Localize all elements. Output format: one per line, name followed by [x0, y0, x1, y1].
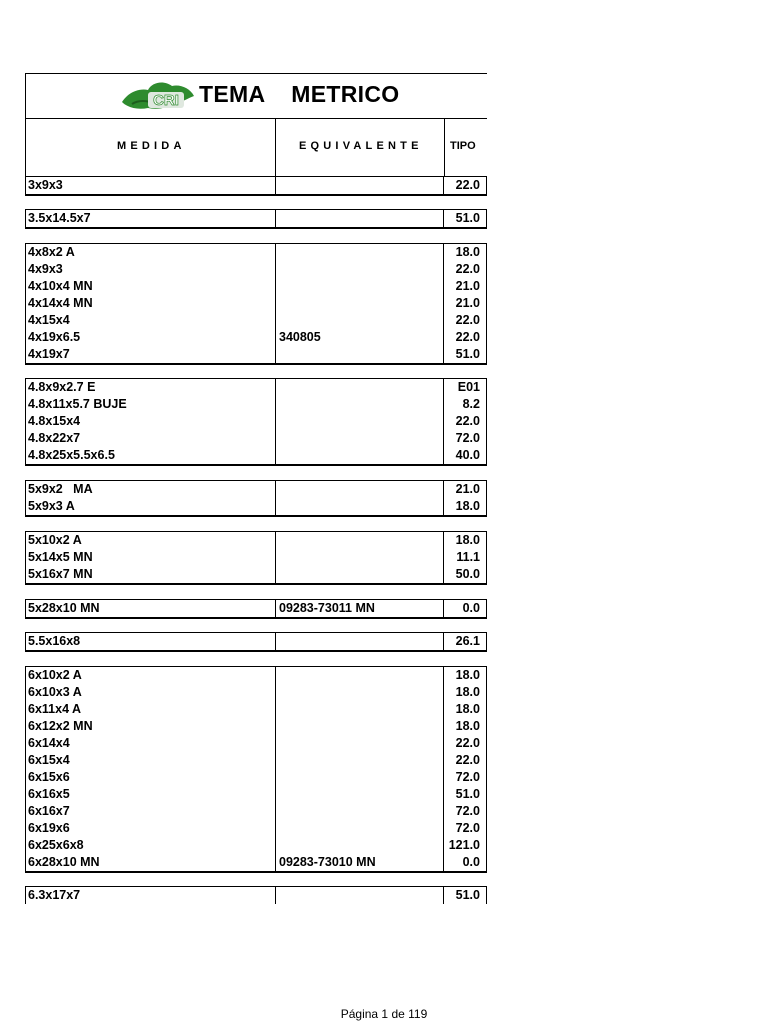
cell-medida: 4x14x4 MN — [28, 296, 93, 310]
cell-medida: 5x28x10 MN — [28, 601, 100, 615]
cell-tipo: 51.0 — [455, 888, 480, 902]
page-number: Página 1 de 119 — [340, 1007, 428, 1021]
cell-medida: 6x11x4 A — [28, 702, 82, 716]
cell-medida: 6x25x6x8 — [28, 838, 84, 852]
row-group — [25, 209, 487, 229]
cell-medida: 4x9x3 — [28, 262, 63, 276]
logo-text: CRI — [153, 92, 179, 109]
column-header-equivalente: EQUIVALENTE — [299, 140, 423, 152]
cell-medida: 4.8x15x4 — [28, 414, 81, 428]
cell-tipo: 18.0 — [455, 685, 480, 699]
cell-tipo: 22.0 — [455, 262, 480, 276]
cell-medida: 6x10x3 A — [28, 685, 82, 699]
cell-tipo: 11.1 — [456, 550, 480, 564]
cell-medida: 6.3x17x7 — [28, 888, 81, 902]
cell-medida: 6x28x10 MN — [28, 855, 100, 869]
cell-medida: 6x12x2 MN — [28, 719, 93, 733]
cell-medida: 4.8x11x5.7 BUJE — [28, 397, 127, 411]
cell-tipo: 21.0 — [455, 279, 480, 293]
cell-tipo: 51.0 — [455, 787, 480, 801]
cell-tipo: 121.0 — [448, 838, 480, 852]
table-row — [26, 549, 486, 566]
cell-tipo: 22.0 — [455, 736, 480, 750]
row-group — [25, 632, 487, 652]
cell-equivalente: 09283-73010 MN — [279, 855, 376, 869]
cell-tipo: E01 — [457, 380, 480, 394]
column-header-medida: MEDIDA — [117, 140, 186, 152]
table-row — [26, 566, 486, 583]
cell-equivalente: 09283-73011 MN — [279, 601, 375, 615]
table-row — [26, 244, 486, 261]
cell-tipo: 18.0 — [455, 668, 480, 682]
cell-medida: 6x10x2 A — [28, 668, 82, 682]
cell-tipo: 40.0 — [455, 448, 480, 462]
cell-medida: 6x14x4 — [28, 736, 70, 750]
cell-medida: 6x16x5 — [28, 787, 70, 801]
row-group — [25, 176, 487, 196]
page-title: TEMA METRICO — [199, 81, 400, 107]
cell-tipo: 18.0 — [455, 702, 480, 716]
cell-medida: 6x15x4 — [28, 753, 70, 767]
cell-tipo: 22.0 — [455, 313, 480, 327]
cell-tipo: 22.0 — [455, 178, 480, 192]
row-group — [25, 666, 487, 873]
table-row — [26, 177, 486, 194]
table-row — [26, 854, 486, 871]
table-row — [26, 379, 486, 396]
cell-medida: 5x9x2 MA — [28, 482, 93, 496]
row-group — [25, 886, 487, 904]
cell-tipo: 51.0 — [455, 211, 480, 225]
table-row — [26, 701, 486, 718]
cell-tipo: 26.1 — [455, 634, 480, 648]
cell-medida: 3x9x3 — [28, 178, 63, 192]
table-row — [26, 210, 486, 227]
header-col-divider-2 — [444, 118, 445, 177]
cell-medida: 3.5x14.5x7 — [28, 211, 91, 225]
row-group — [25, 243, 487, 365]
table-row — [26, 295, 486, 312]
table-row — [26, 887, 486, 904]
table-row — [26, 633, 486, 650]
cell-medida: 4.8x22x7 — [28, 431, 81, 445]
cell-medida: 4.8x9x2.7 E — [28, 380, 96, 394]
cell-tipo: 18.0 — [455, 533, 480, 547]
cell-tipo: 18.0 — [455, 245, 480, 259]
table-row — [26, 481, 486, 498]
row-group — [25, 378, 487, 466]
cell-equivalente: 340805 — [279, 330, 321, 344]
cell-tipo: 18.0 — [455, 719, 480, 733]
cell-medida: 4x19x7 — [28, 347, 70, 361]
table-row — [26, 837, 486, 854]
table-row — [26, 786, 486, 803]
table-row — [26, 532, 486, 549]
table-row — [26, 312, 486, 329]
table-row — [26, 498, 486, 515]
table-row — [26, 329, 486, 346]
cell-tipo: 72.0 — [455, 770, 480, 784]
company-logo — [118, 78, 198, 118]
cell-medida: 5x10x2 A — [28, 533, 82, 547]
table-row — [26, 396, 486, 413]
header-divider — [25, 118, 487, 119]
cell-tipo: 8.2 — [462, 397, 480, 411]
cell-tipo: 21.0 — [455, 482, 480, 496]
cell-medida: 4x8x2 A — [28, 245, 75, 259]
cell-tipo: 72.0 — [455, 821, 480, 835]
cell-medida: 5x14x5 MN — [28, 550, 93, 564]
cell-tipo: 22.0 — [455, 330, 480, 344]
cell-tipo: 21.0 — [455, 296, 480, 310]
cell-medida: 4x10x4 MN — [28, 279, 93, 293]
cell-tipo: 22.0 — [455, 414, 480, 428]
cell-tipo: 0.0 — [462, 855, 480, 869]
cell-medida: 6x19x6 — [28, 821, 70, 835]
table-row — [26, 752, 486, 769]
table-row — [26, 735, 486, 752]
column-header-tipo: TIPO — [450, 140, 476, 152]
table-row — [26, 346, 486, 363]
cell-medida: 4.8x25x5.5x6.5 — [28, 448, 115, 462]
cell-medida: 4x15x4 — [28, 313, 70, 327]
cell-medida: 5x16x7 MN — [28, 567, 93, 581]
table-row — [26, 803, 486, 820]
cell-tipo: 0.0 — [462, 601, 480, 615]
row-group — [25, 480, 487, 517]
table-row — [26, 718, 486, 735]
table-row — [26, 447, 486, 464]
header-col-divider-1 — [275, 118, 276, 177]
table-row — [26, 667, 486, 684]
cell-medida: 6x16x7 — [28, 804, 70, 818]
row-group — [25, 599, 487, 619]
table-row — [26, 769, 486, 786]
table-row — [26, 430, 486, 447]
table-row — [26, 684, 486, 701]
cell-tipo: 22.0 — [455, 753, 480, 767]
cell-medida: 5.5x16x8 — [28, 634, 81, 648]
cell-medida: 4x19x6.5 — [28, 330, 81, 344]
cell-tipo: 50.0 — [455, 567, 480, 581]
table-row — [26, 413, 486, 430]
cell-tipo: 72.0 — [455, 431, 480, 445]
table-row — [26, 600, 486, 617]
table-row — [26, 820, 486, 837]
cell-tipo: 18.0 — [455, 499, 480, 513]
cell-medida: 5x9x3 A — [28, 499, 75, 513]
cell-tipo: 72.0 — [455, 804, 480, 818]
row-group — [25, 531, 487, 585]
cell-tipo: 51.0 — [455, 347, 480, 361]
table-row — [26, 261, 486, 278]
cell-medida: 6x15x6 — [28, 770, 70, 784]
table-row — [26, 278, 486, 295]
